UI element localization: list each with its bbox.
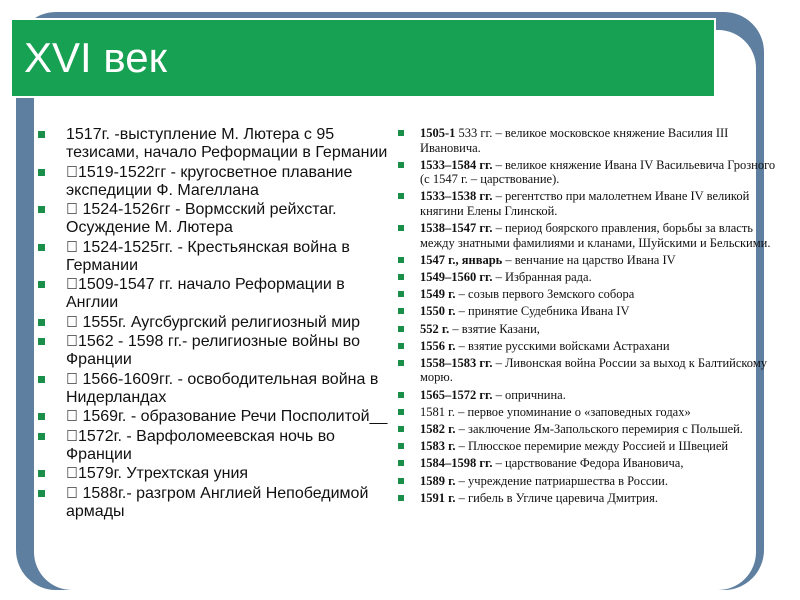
right-list-item — [390, 388, 776, 403]
event-date: 1556 г. — [420, 338, 456, 353]
event-date: 1505-1 — [420, 126, 456, 140]
bullet-icon — [38, 433, 45, 440]
bullet-icon — [398, 291, 404, 297]
bullet-icon — [398, 392, 404, 398]
event-text: – гибель в Угличе царевича Дмитрия. — [455, 490, 658, 505]
event-text: – созыв первого Земского собора — [455, 287, 635, 302]
bullet-icon — [38, 169, 45, 176]
right-column — [390, 126, 776, 508]
right-list-item — [390, 491, 776, 506]
event-text: – Избранная рада. — [492, 269, 592, 284]
right-list-item — [390, 287, 776, 302]
event-date: 1582 г. — [420, 421, 456, 436]
bullet-icon — [38, 244, 45, 251]
right-list-item — [390, 322, 776, 337]
event-date: 1550 г. — [420, 304, 456, 319]
right-list-item — [390, 126, 776, 155]
left-item-text: 1555г. Аугсбургский религиозный мир — [66, 313, 344, 331]
event-text: 533 гг. – великое московское княжение Василия III Ивановича. — [420, 126, 729, 155]
bullet-icon — [398, 495, 404, 501]
right-list-item — [390, 189, 776, 218]
right-list-item — [390, 439, 776, 454]
event-text: – принятие Судебника Ивана IV — [455, 304, 630, 319]
event-date: 1589 г. — [420, 473, 456, 488]
event-date: 1583 г. — [420, 439, 456, 454]
bullet-icon — [398, 274, 404, 280]
bullet-icon — [38, 338, 45, 345]
right-list-item — [390, 405, 776, 420]
bullet-icon — [398, 443, 404, 449]
right-list-item — [390, 456, 776, 471]
right-list-item — [390, 253, 776, 268]
left-list-item — [38, 239, 388, 275]
event-text: – регентство при малолетнем Иване IV великой княгини Елены Глинской. — [420, 189, 750, 218]
left-list-item — [38, 314, 388, 332]
bullet-icon — [38, 376, 45, 383]
event-date: 1533–1584 гг. — [420, 157, 493, 172]
event-date: 1591 г. — [420, 490, 456, 505]
left-item-text: 1519-1522гг - кругосветное плавание экспедиции Ф. Магеллана — [66, 163, 341, 199]
right-list-item — [390, 158, 776, 187]
left-list-item — [38, 333, 388, 369]
event-text: – Плюсское перемирие между Россией и Швецией — [455, 439, 729, 454]
bullet-icon — [38, 413, 45, 420]
event-date: 1565–1572 гг. — [420, 387, 493, 402]
bullet-icon — [38, 490, 45, 497]
bullet-icon — [38, 281, 45, 288]
left-list-item — [38, 201, 388, 237]
bullet-icon — [398, 308, 404, 314]
event-date: 1549–1560 гг. — [420, 269, 493, 284]
event-date: 552 г. — [420, 321, 450, 336]
bullet-icon — [398, 360, 404, 366]
left-item-text: 1579г. Утрехтская уния — [66, 465, 237, 482]
bullet-icon — [38, 206, 45, 213]
event-date: 1533–1538 гг. — [420, 189, 493, 204]
left-list-item — [38, 428, 388, 464]
right-list-item — [390, 221, 776, 250]
left-item-text: 1517г. -выступление М. Лютера с 95 тезисами, начало Реформации в Германии — [66, 126, 388, 161]
left-item-text: 1524-1525гг. - Крестьянская война в Германии — [66, 238, 334, 274]
event-text: – великое княжение Ивана IV Васильевича Грозного (с 1547 г. – царствование). — [420, 157, 776, 187]
event-date: 1538–1547 гг. — [420, 221, 493, 236]
left-item-text: 1524-1526гг - Вормсский рейхстаг. Осуждение М. Лютера — [66, 201, 321, 236]
right-list — [390, 126, 776, 505]
right-list-item — [390, 339, 776, 354]
right-list-item — [390, 304, 776, 319]
left-list-item — [38, 126, 388, 162]
bullet-icon — [398, 460, 404, 466]
left-list-item — [38, 465, 388, 483]
event-text: – царствование Федора Ивановича, — [492, 456, 684, 471]
bullet-icon — [38, 470, 45, 477]
left-item-text: 1562 - 1598 гг.- религиозные войны во Франции — [66, 333, 348, 368]
event-text: – Ливонская война России за выход к Балтийскому морю. — [420, 355, 767, 385]
left-list-item — [38, 276, 388, 312]
bullet-icon — [398, 478, 404, 484]
bullet-icon — [398, 225, 404, 231]
left-item-text: 1572г. - Варфоломеевская ночь во Франции — [66, 427, 323, 463]
bullet-icon — [398, 326, 404, 332]
left-item-text: 1588г.- разгром Англией Непобедимой армады — [66, 484, 352, 520]
left-list-item — [38, 485, 388, 521]
event-text: – взятие Казани, — [449, 321, 540, 336]
event-text: – венчание на царство Ивана IV — [502, 252, 676, 267]
left-column — [38, 126, 388, 522]
bullet-icon — [398, 162, 404, 168]
event-text: – взятие русскими войсками Астрахани — [455, 338, 670, 353]
left-list-item — [38, 371, 388, 407]
bullet-icon — [398, 426, 404, 432]
left-item-text: 1569г. - образование Речи Посполитой__ — [66, 408, 371, 425]
bullet-icon — [398, 130, 404, 136]
left-list-item — [38, 408, 388, 426]
right-list-item — [390, 422, 776, 437]
bullet-icon — [398, 257, 404, 263]
right-list-item — [390, 474, 776, 489]
right-list-item — [390, 356, 776, 385]
event-text: 1581 г. – первое упоминание о «заповедных годах» — [420, 404, 691, 419]
event-text: – учреждение патриаршества в России. — [455, 473, 668, 488]
event-text: – заключение Ям-Запольского перемирия с Польшей. — [455, 421, 743, 436]
right-list-item — [390, 270, 776, 285]
title-bar — [10, 18, 716, 98]
bullet-icon — [398, 343, 404, 349]
event-text: – опричнина. — [492, 387, 566, 402]
bullet-icon — [398, 193, 404, 199]
bullet-icon — [38, 131, 45, 138]
event-date: 1547 г., январь — [420, 252, 503, 267]
left-list-item — [38, 164, 388, 200]
event-date: 1549 г. — [420, 287, 456, 302]
event-text: – период боярского правления, борьбы за власть между знатными фамилиями и кланами, Шуйскими и Бельскими. — [420, 221, 771, 250]
bullet-icon — [398, 409, 404, 415]
bullet-icon — [38, 319, 45, 326]
event-date: 1584–1598 гг. — [420, 456, 493, 471]
left-list — [38, 126, 388, 521]
left-item-text: 1566-1609гг. - освободительная война в Нидерландах — [66, 370, 362, 406]
left-item-text: 1509-1547 гг. начало Реформации в Англии — [66, 276, 333, 311]
slide-title: XVI век — [24, 34, 167, 81]
event-date: 1558–1583 гг. — [420, 355, 493, 370]
